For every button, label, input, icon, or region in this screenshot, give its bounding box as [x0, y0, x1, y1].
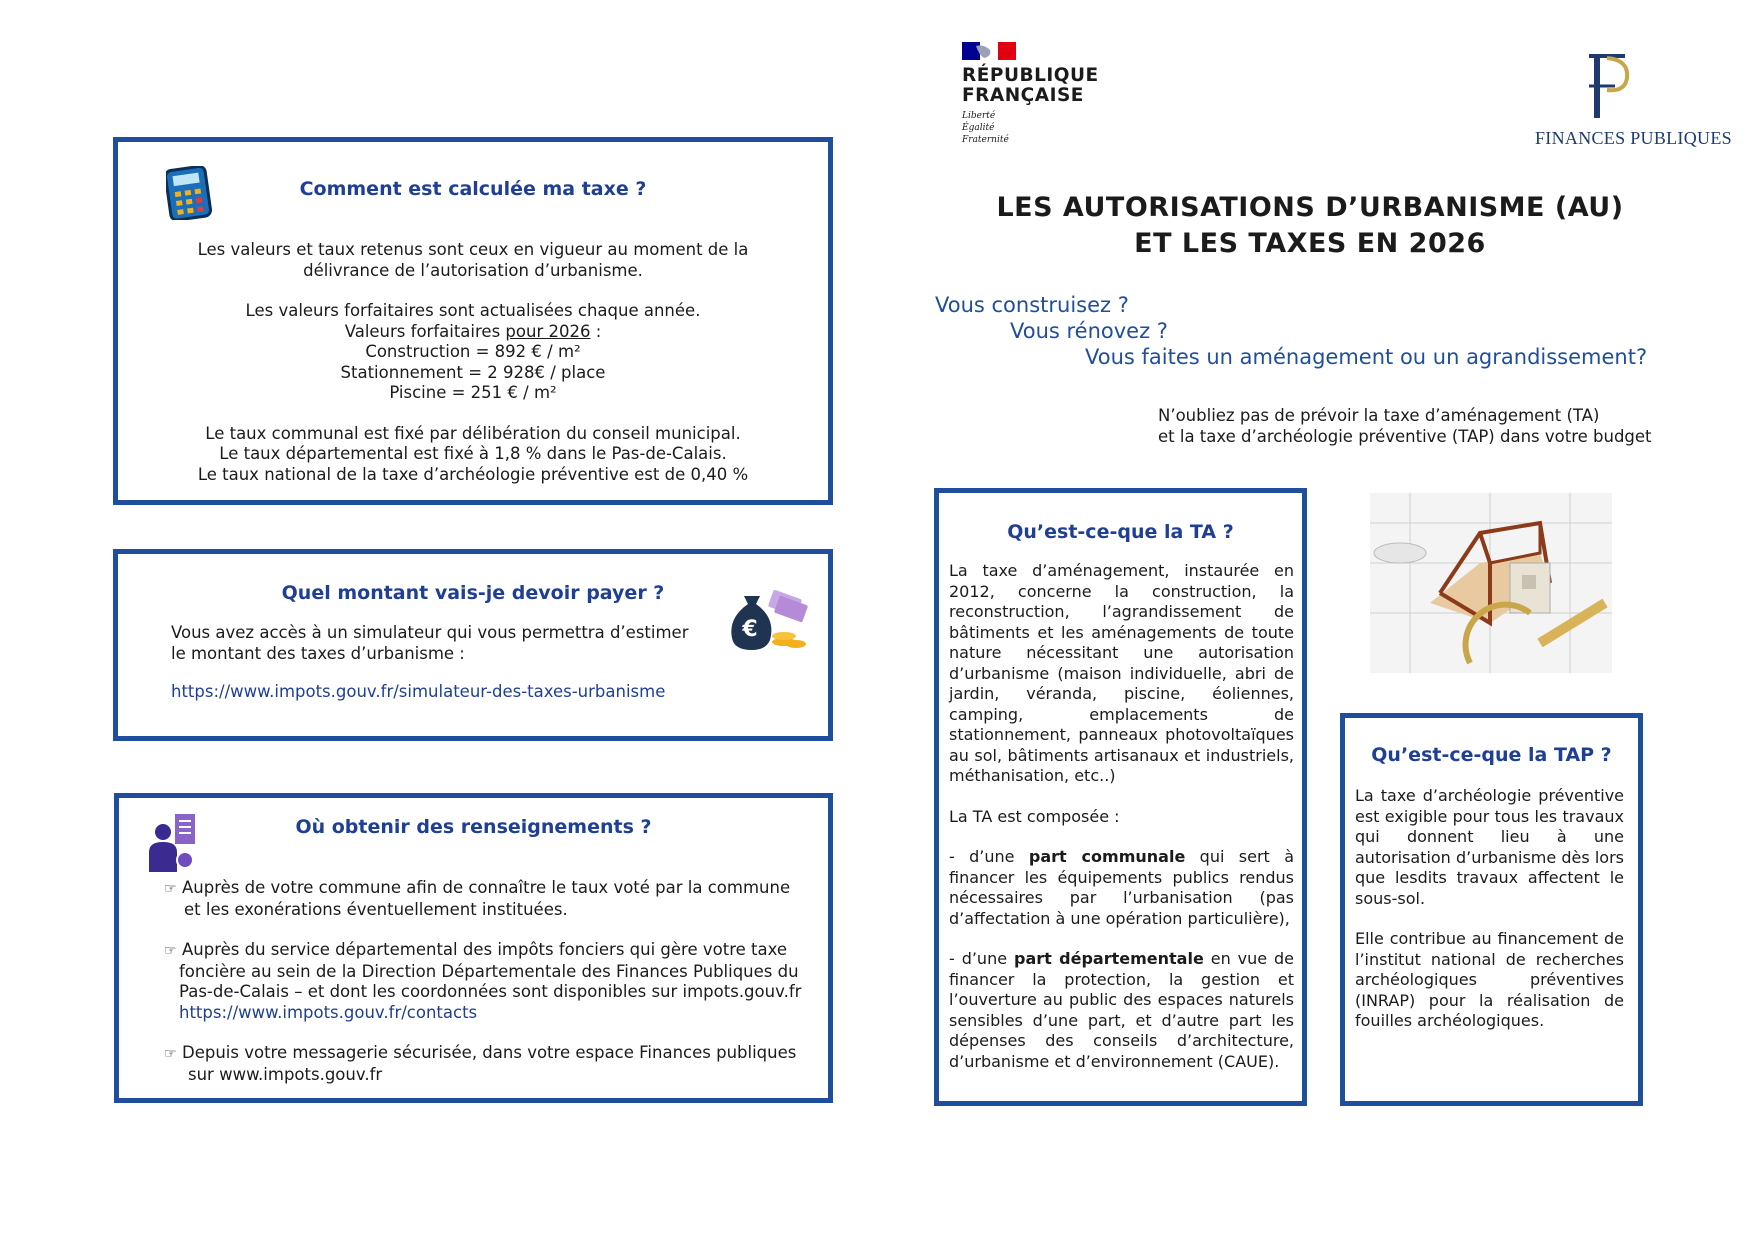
house-plans-image: [1370, 493, 1612, 673]
money-bag-icon: [726, 584, 812, 654]
page-title: LES AUTORISATIONS D’URBANISME (AU): [996, 192, 1624, 223]
budget-note: N’oubliez pas de prévoir la taxe d’aménagement (TA) et la taxe d’archéologie préventive (TAP) dans votre budget: [1158, 406, 1652, 446]
pointing-hand-icon: ☞: [164, 881, 177, 897]
question-renovez: Vous rénovez ?: [1010, 319, 1168, 343]
contacts-link[interactable]: https://www.impots.gouv.fr/contacts: [179, 1002, 478, 1022]
fp-logo: [1585, 50, 1635, 122]
marianne-logo: [962, 42, 1016, 60]
montant-title: Quel montant vais-je devoir payer ?: [281, 582, 665, 604]
svg-text:€: €: [742, 617, 758, 642]
calc-title: Comment est calculée ma taxe ?: [299, 178, 647, 200]
question-construisez: Vous construisez ?: [935, 293, 1129, 317]
renseignement-commune: ☞ Auprès de votre commune afin de connaître le taux voté par la commune et les exonérations éventuellement instituées.: [164, 878, 791, 919]
montant-body: Vous avez accès à un simulateur qui vous permettra d’estimer le montant des taxes d’urbanisme :: [171, 623, 689, 663]
renseignements-title: Où obtenir des renseignements ?: [295, 816, 652, 838]
rf-motto: Liberté Égalité Fraternité: [962, 111, 1009, 145]
pointing-hand-icon: ☞: [164, 1046, 177, 1062]
ta-box: [934, 488, 1307, 1106]
renseignements-box: [114, 793, 833, 1103]
calc-box: [113, 137, 833, 505]
fp-label: FINANCES PUBLIQUES: [1535, 128, 1732, 148]
renseignement-messagerie: ☞ Depuis votre messagerie sécurisée, dans votre espace Finances publiques sur www.impots.gouv.fr: [164, 1043, 797, 1084]
montant-box: [113, 549, 833, 741]
renseignement-service: ☞ Auprès du service départemental des impôts fonciers qui gère votre taxe foncière au sein de la Direction Départementale des Finances Publiques du Pas-de-Calais – et dont les coordonnées sont disponibles sur impots.gouv.fr https://www.impots.gouv.fr/contacts: [164, 940, 802, 1022]
pointing-hand-icon: ☞: [164, 943, 177, 959]
tap-box: [1340, 713, 1643, 1106]
question-amenagement: Vous faites un aménagement ou un agrandissement?: [1085, 345, 1648, 369]
republique-francaise-label: RÉPUBLIQUE FRANÇAISE: [962, 65, 1099, 106]
simulateur-link[interactable]: https://www.impots.gouv.fr/simulateur-des-taxes-urbanisme: [171, 682, 666, 701]
tap-title: Qu’est-ce-que la TAP ?: [1371, 744, 1612, 766]
ta-body: La taxe d’aménagement, instaurée en 2012, concerne la construction, la reconstruction, l’agrandissement de bâtiments et les aménagements de toute nature nécessitant une autorisation d’urbanisme (maison individuelle, abri de jardin, véranda, piscine, éoliennes, camping, emplacements de stationnement, panneaux photovoltaïques au sol, bâtiments artisanaux et industriels, méthanisation, etc..) La TA est composée : - d’une part communale qui sert à financer les équipements publics rendus nécessaires par l’urbanisation (pas d’affectation à une opération particulière), - d’une part départementale en vue de financer la protection, la gestion et l’ouverture au public des espaces naturels sensibles d’une part, et d’autre part les dépenses des conseils d’architecture, d’urbanisme et d’environnement (CAUE).: [949, 561, 1295, 1071]
page-subtitle: ET LES TAXES EN 2026: [1134, 228, 1486, 259]
tap-body: La taxe d’archéologie préventive est exigible pour tous les travaux qui donnent lieu à une autorisation d’urbanisme dès lors que lesdits travaux affectent le sous-sol. Elle contribue au financement de l’institut national de recherches archéologiques préventives (INRAP) pour la réalisation de fouilles archéologiques.: [1355, 786, 1624, 1030]
calc-body: Les valeurs et taux retenus sont ceux en vigueur au moment de la délivrance de l’autorisation d’urbanisme. Les valeurs forfaitaires sont actualisées chaque année. Valeurs forfaitaires pour 2026 : Construction = 892 € / m² Stationnement = 2 928€ / place Piscine = 251 € / m² Le taux communal est fixé par délibération du conseil municipal. Le taux départemental est fixé à 1,8 % dans le Pas-de-Calais. Le taux national de la taxe d’archéologie préventive est de 0,40 %: [197, 240, 749, 484]
ta-title: Qu’est-ce-que la TA ?: [1007, 521, 1234, 543]
